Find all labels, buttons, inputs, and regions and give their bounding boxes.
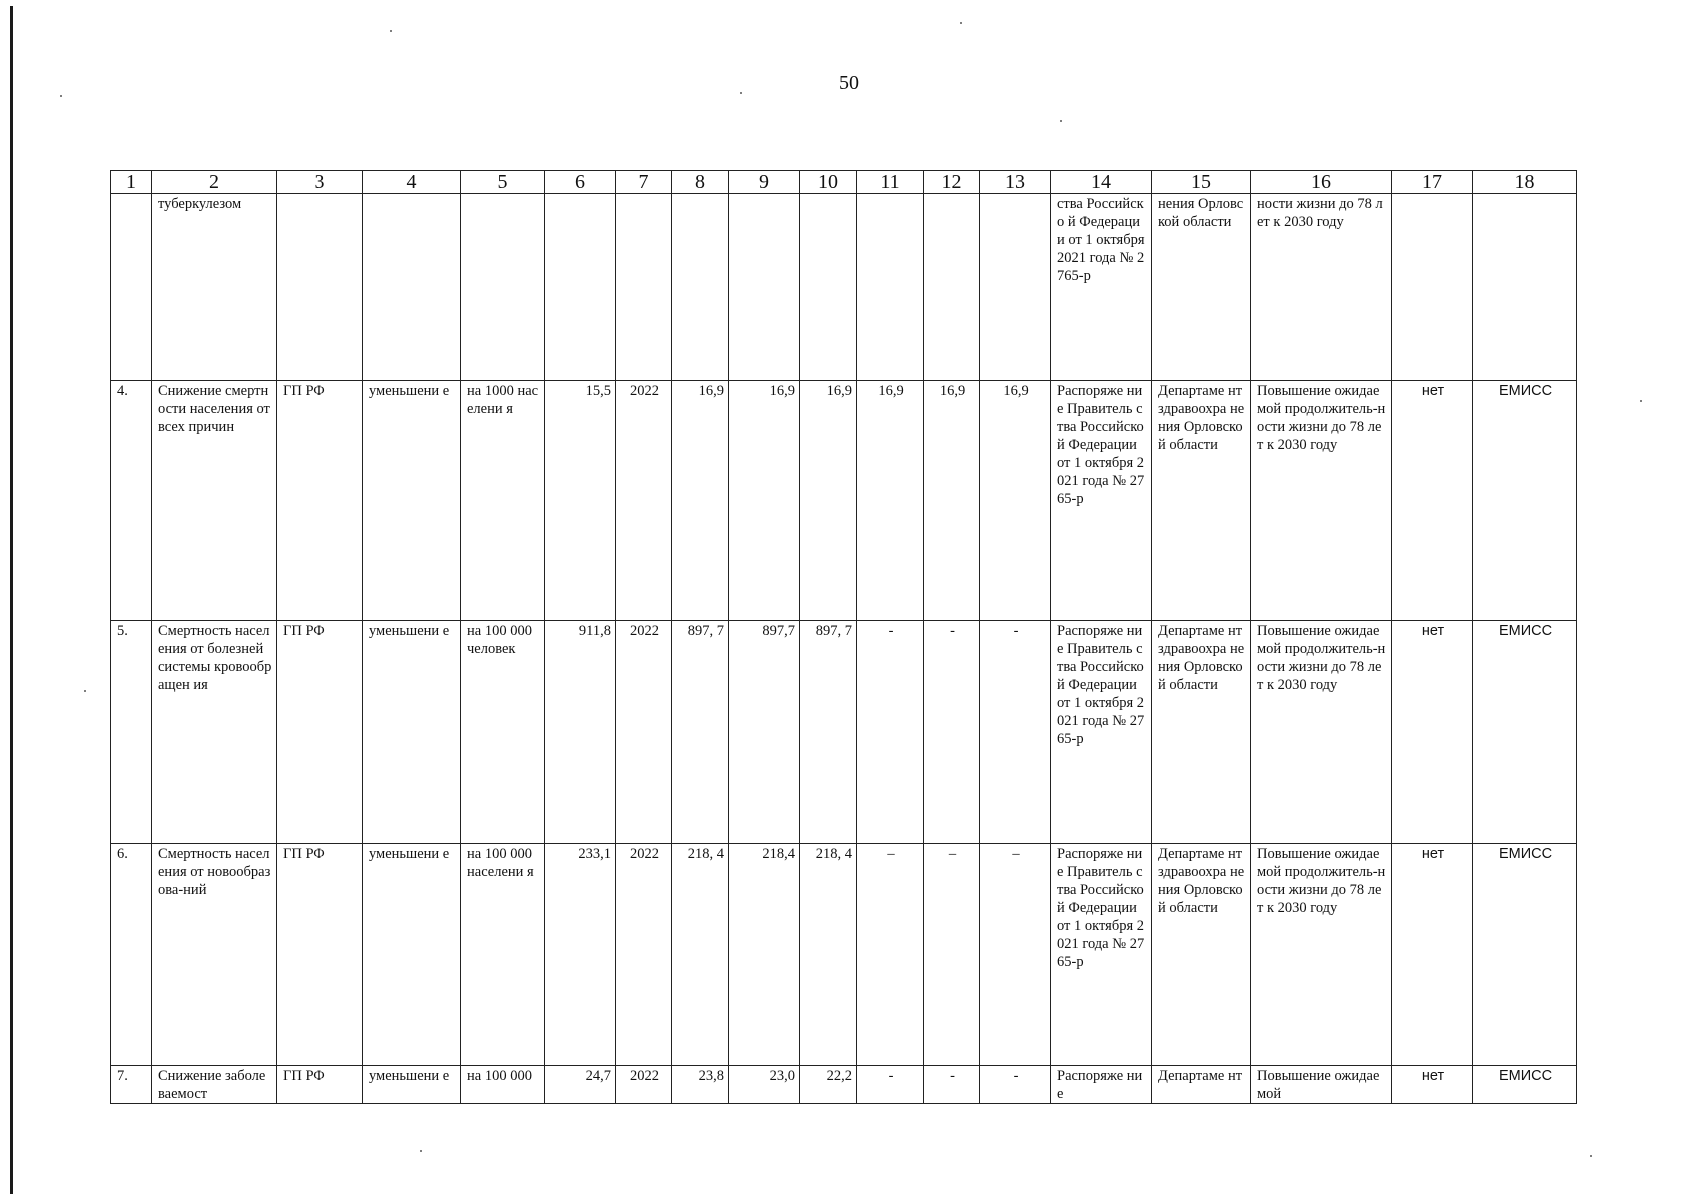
table-cell-col-5: на 100 000 человек (461, 621, 545, 844)
table-cell-col-12: – (924, 844, 980, 1066)
table-cell-col-5 (461, 194, 545, 381)
col-header: 15 (1152, 171, 1251, 194)
indicators-table (110, 170, 1577, 1104)
table-cell-col-8: 897, 7 (672, 621, 729, 844)
table-cell-col-1: 4. (111, 381, 152, 621)
col-header: 13 (980, 171, 1051, 194)
table-cell-col-18 (1473, 194, 1577, 381)
table-cell-col-6: 15,5 (545, 381, 616, 621)
table-row (111, 381, 1577, 621)
scan-speck (1060, 120, 1062, 122)
table-cell-col-1: 6. (111, 844, 152, 1066)
table-cell-col-3: ГП РФ (277, 621, 363, 844)
table-cell-col-12: - (924, 621, 980, 844)
col-header: 6 (545, 171, 616, 194)
table-cell-col-16: Повышение ожидаемой продолжитель-ности жизни до 78 лет к 2030 году (1251, 621, 1392, 844)
table-cell-col-13 (980, 194, 1051, 381)
col-header: 10 (800, 171, 857, 194)
table-cell-col-12 (924, 194, 980, 381)
table-cell-col-16: ности жизни до 78 лет к 2030 году (1251, 194, 1392, 381)
scan-left-edge (10, 6, 13, 1194)
scan-speck (1640, 400, 1642, 402)
table-row (111, 844, 1577, 1066)
table-cell-col-6: 233,1 (545, 844, 616, 1066)
scan-speck (960, 22, 962, 24)
table-cell-col-4: уменьшени е (363, 381, 461, 621)
table-cell-col-2: Снижение заболеваемост (152, 1066, 277, 1104)
table-cell-col-10: 16,9 (800, 381, 857, 621)
table-cell-col-18: ЕМИСС (1473, 1066, 1577, 1104)
col-header: 16 (1251, 171, 1392, 194)
table-cell-col-18: ЕМИСС (1473, 621, 1577, 844)
table-cell-col-16: Повышение ожидаемой продолжитель-ности жизни до 78 лет к 2030 году (1251, 844, 1392, 1066)
table-cell-col-14: ства Российско й Федерации от 1 октября 2021 года № 2765-р (1051, 194, 1152, 381)
col-header: 5 (461, 171, 545, 194)
scan-speck (740, 92, 742, 94)
table-cell-col-9 (729, 194, 800, 381)
table-cell-col-7 (616, 194, 672, 381)
table-cell-col-3: ГП РФ (277, 381, 363, 621)
table-cell-col-13: 16,9 (980, 381, 1051, 621)
table-cell-col-10: 22,2 (800, 1066, 857, 1104)
table-cell-col-3 (277, 194, 363, 381)
table-cell-col-16: Повышение ожидаемой (1251, 1066, 1392, 1104)
table-cell-col-4: уменьшени е (363, 621, 461, 844)
col-header: 2 (152, 171, 277, 194)
table-cell-col-11 (857, 194, 924, 381)
table-cell-col-4: уменьшени е (363, 844, 461, 1066)
table-cell-col-7: 2022 (616, 381, 672, 621)
col-header: 17 (1392, 171, 1473, 194)
col-header: 11 (857, 171, 924, 194)
table-cell-col-14: Распоряже ние Правитель ства Российско й Федерации от 1 октября 2021 года № 2765-р (1051, 621, 1152, 844)
table-cell-col-13: - (980, 1066, 1051, 1104)
col-header: 8 (672, 171, 729, 194)
table-cell-col-15: Департаме нт здравоохра нения Орловской области (1152, 381, 1251, 621)
table-cell-col-7: 2022 (616, 1066, 672, 1104)
table-cell-col-3: ГП РФ (277, 1066, 363, 1104)
table-cell-col-14: Распоряже ние (1051, 1066, 1152, 1104)
col-header: 9 (729, 171, 800, 194)
scan-speck (420, 1150, 422, 1152)
table-cell-col-2: туберкулезом (152, 194, 277, 381)
table-cell-col-15: Департаме нт (1152, 1066, 1251, 1104)
table-cell-col-5: на 100 000 населени я (461, 844, 545, 1066)
table-cell-col-2: Смертность населения от новообразова-ний (152, 844, 277, 1066)
table-cell-col-17: нет (1392, 621, 1473, 844)
table-cell-col-10: 218, 4 (800, 844, 857, 1066)
table-cell-col-5: на 100 000 (461, 1066, 545, 1104)
table-cell-col-8: 23,8 (672, 1066, 729, 1104)
table-cell-col-1 (111, 194, 152, 381)
table-cell-col-8: 218, 4 (672, 844, 729, 1066)
table-cell-col-10 (800, 194, 857, 381)
table-cell-col-11: - (857, 1066, 924, 1104)
col-header: 12 (924, 171, 980, 194)
table-cell-col-1: 7. (111, 1066, 152, 1104)
table-row (111, 1066, 1577, 1104)
table-cell-col-13: – (980, 844, 1051, 1066)
table-cell-col-6: 24,7 (545, 1066, 616, 1104)
table-cell-col-8 (672, 194, 729, 381)
table-cell-col-6: 911,8 (545, 621, 616, 844)
table-cell-col-17: нет (1392, 844, 1473, 1066)
table-cell-col-15: нения Орловской области (1152, 194, 1251, 381)
table-cell-col-11: – (857, 844, 924, 1066)
table-cell-col-2: Смертность населения от болезней системы кровообращен ия (152, 621, 277, 844)
col-header: 1 (111, 171, 152, 194)
table-cell-col-11: - (857, 621, 924, 844)
col-header: 4 (363, 171, 461, 194)
col-header: 7 (616, 171, 672, 194)
table-cell-col-9: 897,7 (729, 621, 800, 844)
table-cell-col-3: ГП РФ (277, 844, 363, 1066)
col-header: 14 (1051, 171, 1152, 194)
table-cell-col-15: Департаме нт здравоохра нения Орловской области (1152, 621, 1251, 844)
table-cell-col-17 (1392, 194, 1473, 381)
table-cell-col-1: 5. (111, 621, 152, 844)
table-cell-col-9: 23,0 (729, 1066, 800, 1104)
table-cell-col-9: 16,9 (729, 381, 800, 621)
scan-speck (1590, 1155, 1592, 1157)
table-row (111, 194, 1577, 381)
scan-speck (390, 30, 392, 32)
page-number: 50 (839, 72, 859, 94)
table-cell-col-5: на 1000 населени я (461, 381, 545, 621)
table-row (111, 621, 1577, 844)
col-header: 3 (277, 171, 363, 194)
scan-speck (60, 95, 62, 97)
table-cell-col-14: Распоряже ние Правитель ства Российско й Федерации от 1 октября 2021 года № 2765-р (1051, 381, 1152, 621)
table-cell-col-12: - (924, 1066, 980, 1104)
table-cell-col-2: Снижение смертности населения от всех причин (152, 381, 277, 621)
table-cell-col-11: 16,9 (857, 381, 924, 621)
table-cell-col-6 (545, 194, 616, 381)
table-cell-col-18: ЕМИСС (1473, 381, 1577, 621)
table-cell-col-9: 218,4 (729, 844, 800, 1066)
scan-speck (84, 690, 86, 692)
table-cell-col-18: ЕМИСС (1473, 844, 1577, 1066)
table-cell-col-7: 2022 (616, 844, 672, 1066)
table-cell-col-17: нет (1392, 381, 1473, 621)
table-cell-col-10: 897, 7 (800, 621, 857, 844)
table-cell-col-7: 2022 (616, 621, 672, 844)
table-cell-col-8: 16,9 (672, 381, 729, 621)
table-cell-col-14: Распоряже ние Правитель ства Российско й Федерации от 1 октября 2021 года № 2765-р (1051, 844, 1152, 1066)
table-cell-col-13: - (980, 621, 1051, 844)
table-cell-col-4 (363, 194, 461, 381)
table-cell-col-12: 16,9 (924, 381, 980, 621)
column-number-row (111, 171, 1577, 194)
table-cell-col-16: Повышение ожидаемой продолжитель-ности жизни до 78 лет к 2030 году (1251, 381, 1392, 621)
col-header: 18 (1473, 171, 1577, 194)
table-cell-col-17: нет (1392, 1066, 1473, 1104)
table-cell-col-15: Департаме нт здравоохра нения Орловской области (1152, 844, 1251, 1066)
table-cell-col-4: уменьшени е (363, 1066, 461, 1104)
